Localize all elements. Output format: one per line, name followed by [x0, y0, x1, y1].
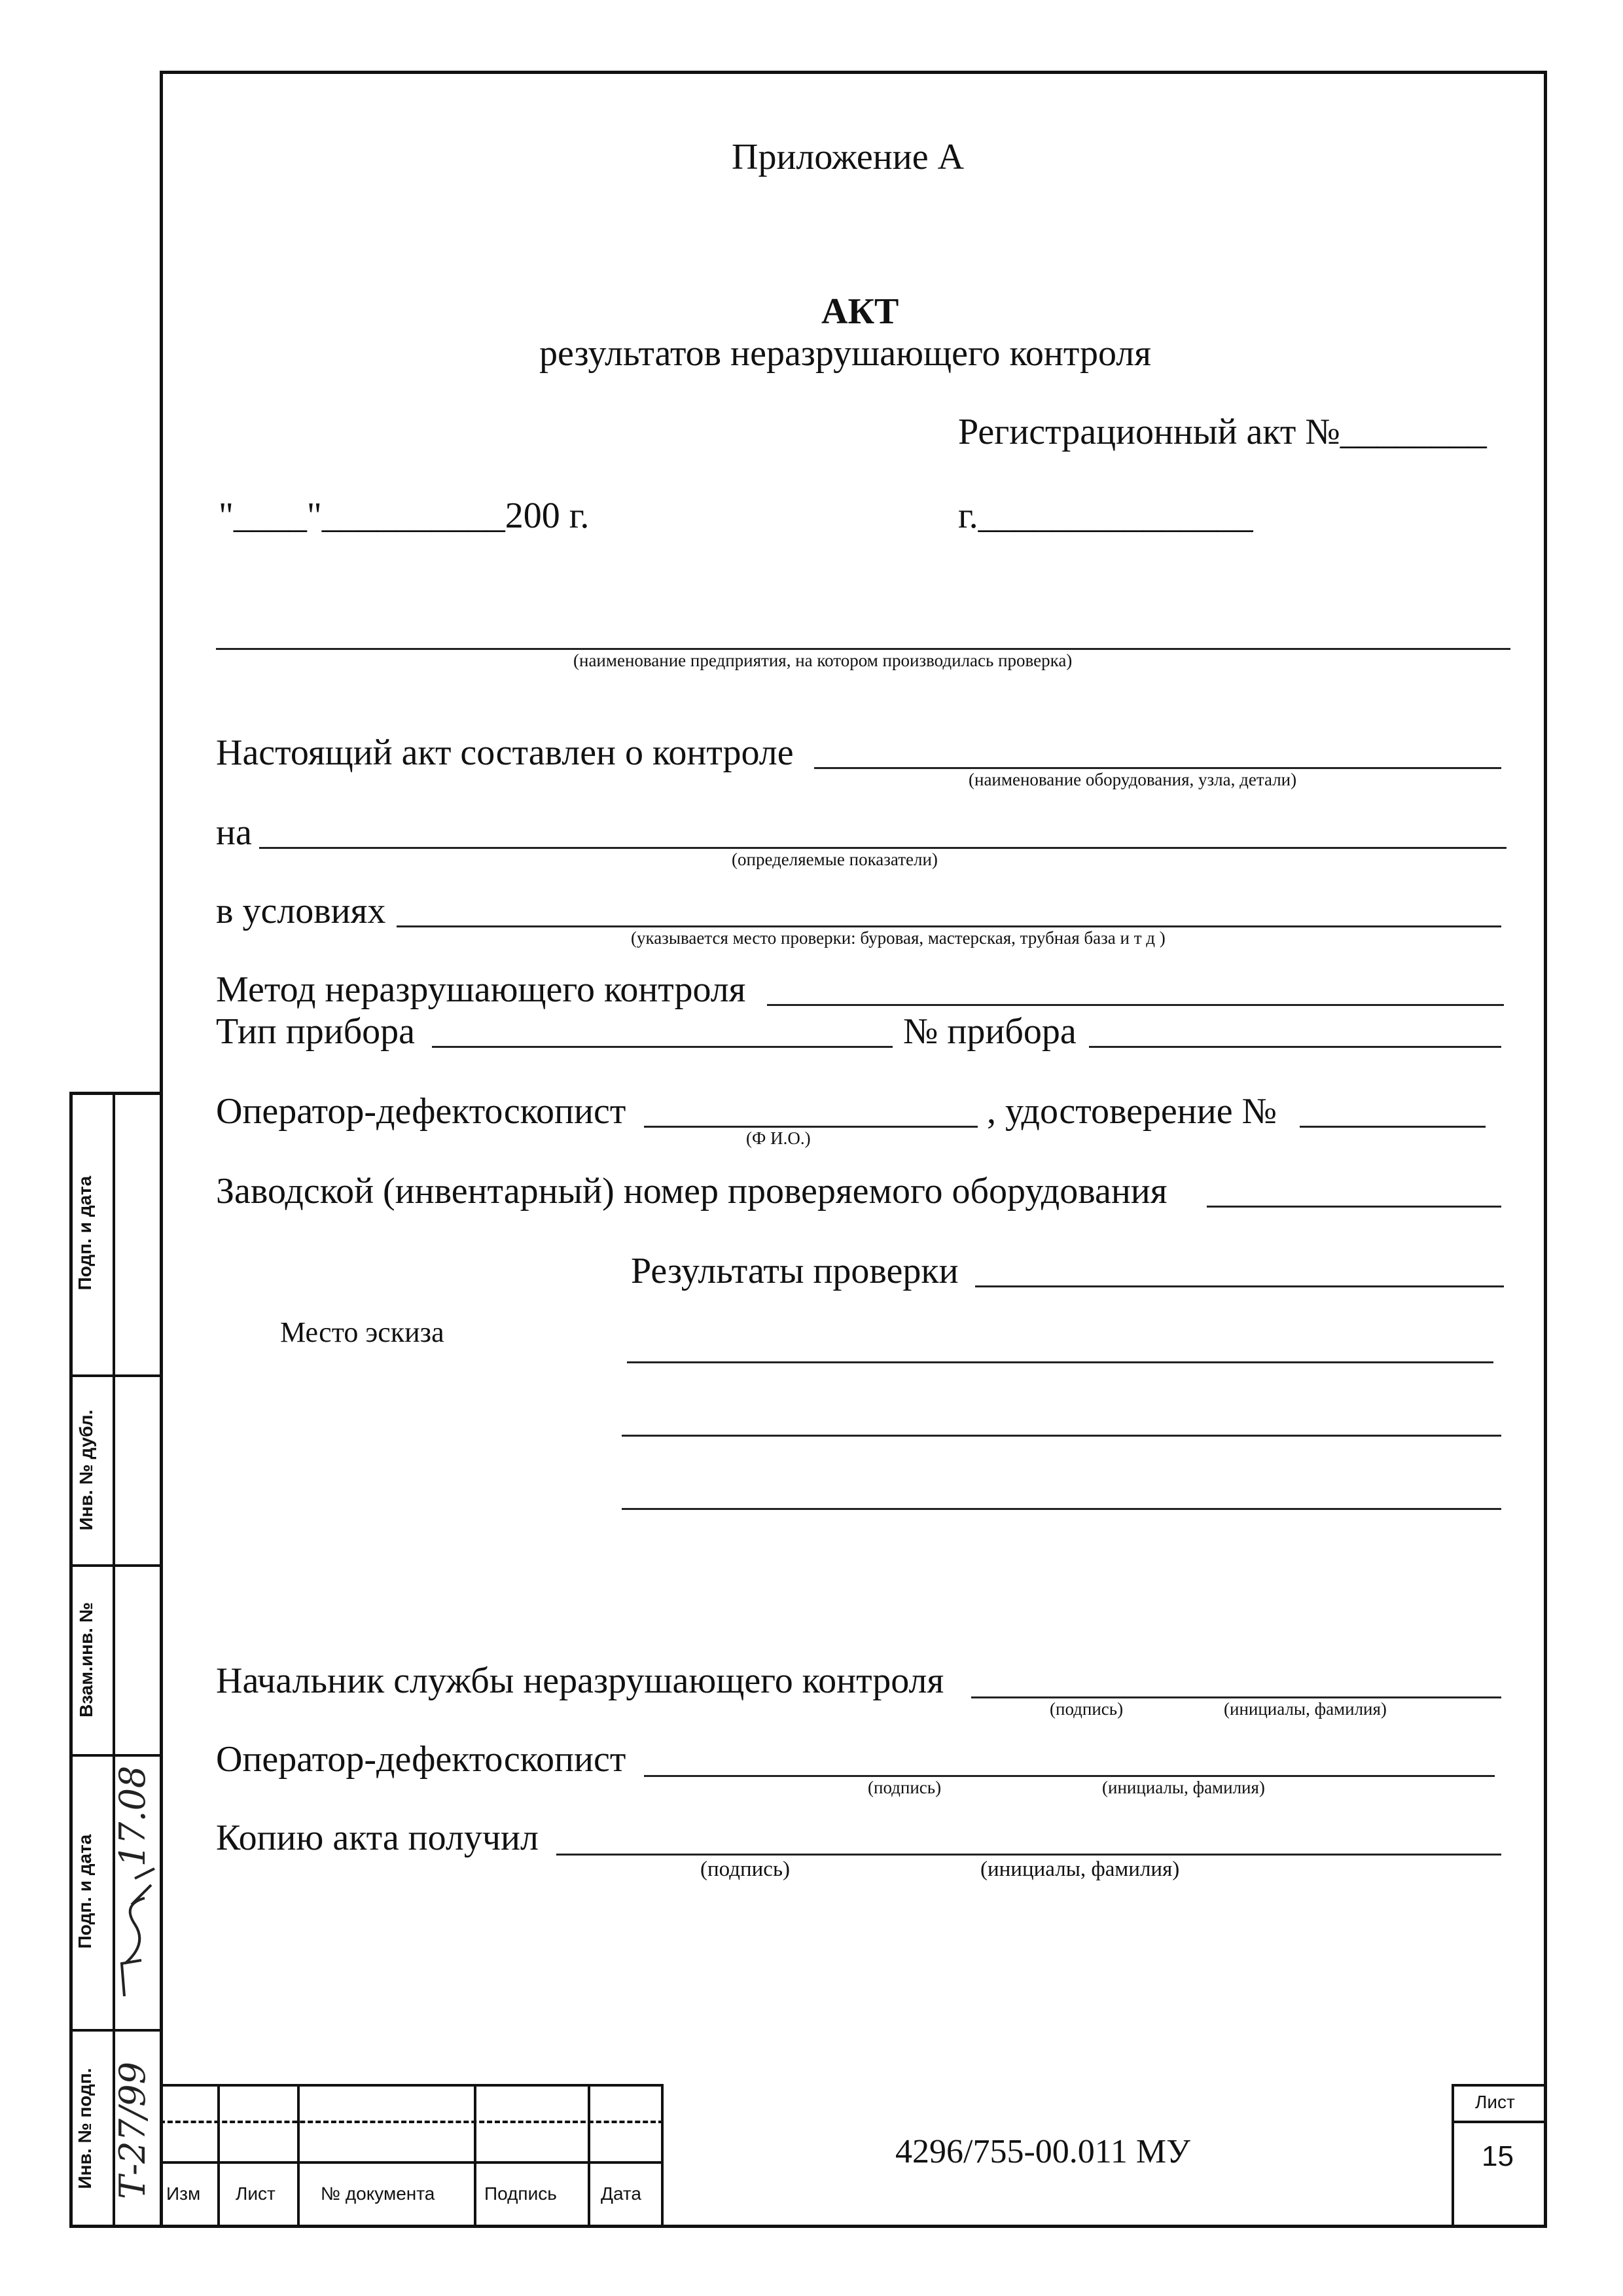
operator-name-caption: (инициалы, фамилия) — [1102, 1778, 1265, 1797]
device-type-label: Тип прибора — [216, 1011, 416, 1052]
sheet-number: 15 — [1482, 2140, 1514, 2172]
certificate-line — [1300, 1126, 1486, 1128]
results-line-3 — [622, 1435, 1501, 1437]
device-type-line — [432, 1046, 893, 1048]
operator-sign-caption: (подпись) — [868, 1778, 942, 1797]
operator-line — [644, 1126, 978, 1128]
operator-sign-label: Оператор-дефектоскопист — [216, 1739, 626, 1780]
enterprise-caption: (наименование предприятия, на котором производилась проверка) — [573, 651, 1073, 670]
city-field: г._______________ — [958, 495, 1253, 536]
device-number-line — [1089, 1046, 1501, 1048]
side-label-replace-inv: Взам.инв. № — [76, 1602, 96, 1717]
col-change: Изм — [166, 2183, 201, 2204]
title-block-col — [474, 2084, 476, 2228]
conditions-label: в условиях — [216, 891, 386, 931]
chief-sign-caption: (подпись) — [1050, 1699, 1124, 1719]
method-line — [767, 1004, 1504, 1006]
enterprise-line — [216, 648, 1510, 650]
title-block-col — [661, 2084, 664, 2228]
side-stamp-row-sep — [69, 1374, 161, 1377]
results-line — [975, 1285, 1504, 1287]
registration-number: Регистрационный акт №________ — [958, 412, 1487, 452]
results-line-4 — [622, 1508, 1501, 1510]
side-label-inv-dup: Инв. № дубл. — [76, 1409, 96, 1531]
method-label: Метод неразрушающего контроля — [216, 969, 746, 1010]
results-label: Результаты проверки — [631, 1251, 959, 1291]
title-block-col — [588, 2084, 590, 2228]
handwritten-date: 17.08 — [112, 1765, 153, 1867]
side-label-sign-date: Подп. и дата — [75, 1175, 95, 1291]
copy-sign-caption: (подпись) — [700, 1857, 790, 1881]
date-field: "____"__________200 г. — [219, 495, 590, 536]
operator-sign-line — [644, 1775, 1495, 1777]
sheet-box-row — [1452, 2121, 1547, 2123]
device-number-label: № прибора — [903, 1011, 1077, 1052]
col-date: Дата — [601, 2183, 642, 2204]
handwritten-inventory: Т-27/99 — [112, 2062, 153, 2199]
document-code: 4296/755-00.011 МУ — [895, 2133, 1190, 2170]
control-label: Настоящий акт составлен о контроле — [216, 732, 794, 773]
title-block-col — [297, 2084, 300, 2228]
on-line — [259, 847, 1507, 849]
operator-caption: (Ф И.О.) — [746, 1128, 811, 1148]
serial-label: Заводской (инвентарный) номер проверяемого оборудования — [216, 1171, 1168, 1211]
sheet-label: Лист — [1475, 2092, 1515, 2112]
on-label: на — [216, 812, 252, 853]
page-frame — [160, 71, 1547, 2228]
act-title: АКТ — [821, 291, 899, 332]
side-label-sign-date-2: Подп. и дата — [75, 1834, 95, 1949]
control-line — [814, 767, 1501, 769]
results-line-2 — [627, 1361, 1493, 1363]
conditions-caption: (указывается место проверки: буровая, мастерская, трубная база и т д ) — [631, 928, 1166, 948]
certificate-label: , удостоверение № — [987, 1091, 1277, 1132]
operator-label: Оператор-дефектоскопист — [216, 1091, 626, 1132]
on-caption: (определяемые показатели) — [732, 850, 938, 869]
side-label-inv-orig: Инв. № подп. — [75, 2068, 95, 2189]
col-signature: Подпись — [484, 2183, 557, 2204]
title-block-col — [1452, 2084, 1454, 2228]
serial-line — [1207, 1206, 1501, 1208]
conditions-line — [397, 925, 1501, 927]
copy-label: Копию акта получил — [216, 1818, 539, 1858]
col-document: № документа — [321, 2183, 435, 2204]
act-subtitle: результатов неразрушающего контроля — [539, 333, 1151, 374]
side-stamp-row-sep — [69, 1564, 161, 1567]
chief-name-caption: (инициалы, фамилия) — [1224, 1699, 1387, 1719]
chief-line — [971, 1696, 1501, 1698]
handwritten-signature — [115, 1865, 161, 2003]
title-block-col — [217, 2084, 220, 2228]
side-stamp-divider — [113, 1092, 115, 2228]
chief-label: Начальник службы неразрушающего контроля — [216, 1660, 944, 1701]
control-caption: (наименование оборудования, узла, детали) — [969, 770, 1297, 789]
copy-name-caption: (инициалы, фамилия) — [980, 1857, 1180, 1881]
copy-line — [556, 1854, 1501, 1856]
sketch-label: Место эскиза — [280, 1316, 444, 1348]
sheet-box-top — [1452, 2084, 1547, 2087]
col-sheet: Лист — [236, 2183, 276, 2204]
appendix-label: Приложение А — [732, 137, 965, 177]
